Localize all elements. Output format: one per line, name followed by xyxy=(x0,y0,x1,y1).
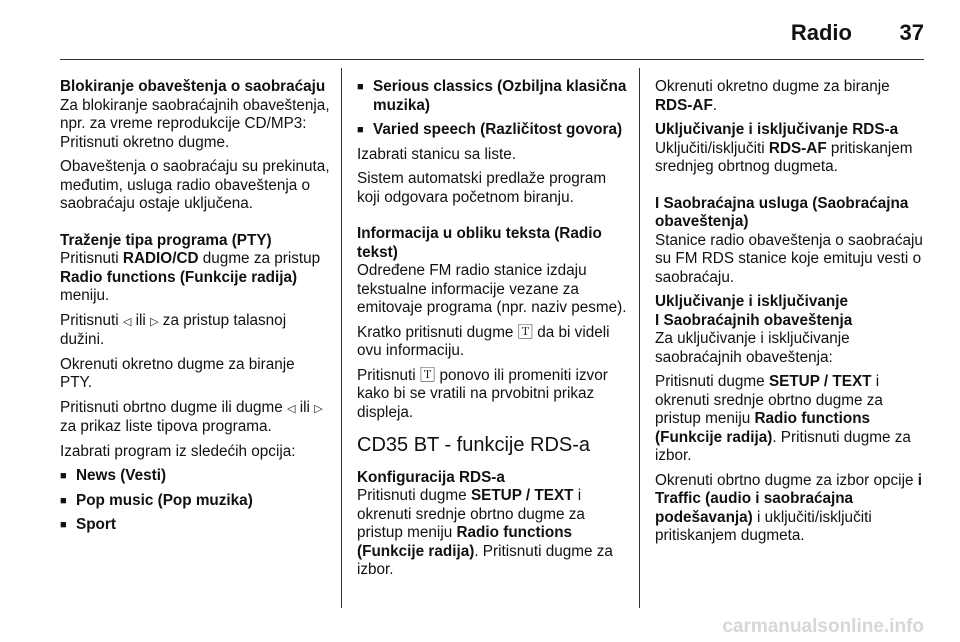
text-button-icon: 🅃 xyxy=(517,323,534,341)
column-divider xyxy=(639,68,640,608)
paragraph: Sistem automatski predlaže program koji odgovara početnom biranju. xyxy=(357,170,607,206)
paragraph: Izabrati stanicu sa liste. xyxy=(357,145,516,163)
subheading: Informacija u obliku teksta (Radio tekst) xyxy=(357,225,602,261)
option-list xyxy=(357,78,629,140)
header-rule xyxy=(60,59,924,60)
right-arrow-icon: ▷ xyxy=(150,315,159,328)
paragraph: Izabrati program iz sledećih opcija: xyxy=(60,442,296,460)
menu-name: Radio functions (Funkcije radija) xyxy=(655,410,871,446)
list-item: ■ Varied speech (Različitost govora) xyxy=(357,121,629,140)
subheading: Uključivanje i isključivanje RDS-a xyxy=(655,121,899,138)
paragraph: Uključiti/isključiti RDS-AF pritiskanjem srednjeg obrtnog dugmeta. xyxy=(655,139,913,175)
left-arrow-icon: ◁ xyxy=(122,315,132,328)
menu-name: Radio functions (Funkcije radija) xyxy=(60,268,298,286)
button-name: SETUP / TEXT xyxy=(470,487,574,504)
button-name: RADIO/CD xyxy=(122,250,199,267)
option-name: RDS-AF xyxy=(655,96,713,114)
text-button-icon: 🅃 xyxy=(419,366,436,384)
option-name: i Traffic (audio i saobraćajna podešavanja) xyxy=(655,471,922,526)
column-3 xyxy=(655,78,931,552)
column-1 xyxy=(60,78,330,541)
paragraph: Određene FM radio stanice izdaju tekstualne informacije vezane za emitovaje programa (npr. naziv pesme). xyxy=(357,262,627,316)
list-item: ■ Sport xyxy=(60,516,330,535)
subheading: Konfiguracija RDS-a xyxy=(357,468,505,486)
menu-name: Radio functions (Funkcije radija) xyxy=(357,524,573,560)
paragraph: Okrenuti okretno dugme za biranje PTY. xyxy=(60,355,295,391)
paragraph: Za uključivanje i isključivanje saobraćajnih obaveštenja: xyxy=(655,330,850,366)
paragraph: Okrenuti obrtno dugme za izbor opcije i Traffic (audio i saobraćajna podešavanja) i uključiti/isključiti pritiskanjem dugmeta. xyxy=(655,471,922,544)
paragraph: Pritisnuti RADIO/CD dugme za pristup Radio functions (Funkcije radija) meniju. xyxy=(60,250,321,304)
paragraph: Okrenuti okretno dugme za biranje RDS-AF. xyxy=(655,78,890,114)
paragraph: Kratko pritisnuti dugme 🅃 da bi videli ovu informaciju. xyxy=(357,323,610,359)
subheading: Blokiranje obaveštenja o saobraćaju xyxy=(60,78,326,95)
column-divider xyxy=(341,68,342,608)
button-name: SETUP / TEXT xyxy=(768,373,872,390)
subheading: Uključivanje i isključivanje I Saobraćajnih obaveštenja xyxy=(655,293,853,329)
paragraph: Pritisnuti dugme SETUP / TEXT i okrenuti srednje obrtno dugme za pristup meniju Radio functions (Funkcije radija). Pritisnuti dugme za izbor. xyxy=(655,373,911,464)
paragraph: Za blokiranje saobraćajnih obaveštenja, npr. za vreme reprodukcije CD/MP3: Pritisnuti okretno dugme. xyxy=(60,96,330,151)
right-arrow-icon: ▷ xyxy=(314,402,323,415)
paragraph: Obaveštenja o saobraćaju su prekinuta, međutim, usluga radio obaveštenja o saobraćaju ostaje uključena. xyxy=(60,158,330,212)
subheading: Traženje tipa programa (PTY) xyxy=(60,231,272,249)
paragraph: Pritisnuti dugme SETUP / TEXT i okrenuti srednje obrtno dugme za pristup meniju Radio functions (Funkcije radija). Pritisnuti dugme za izbor. xyxy=(357,487,613,578)
paragraph: Pritisnuti obrtno dugme ili dugme ◁ ili ▷ za prikaz liste tipova programa. xyxy=(60,398,323,435)
page-header xyxy=(0,0,960,60)
page-number: 37 xyxy=(899,20,924,45)
option-list xyxy=(60,467,330,535)
option-name: RDS-AF xyxy=(768,139,827,157)
list-item: ■ News (Vesti) xyxy=(60,467,330,486)
list-item: ■ Serious classics (Ozbiljna klasična muzika) xyxy=(357,78,629,115)
section-title: Radio xyxy=(790,20,852,45)
watermark: carmanualsonline.info xyxy=(722,616,924,637)
column-2 xyxy=(357,78,629,586)
paragraph: Pritisnuti 🅃 ponovo ili promeniti izvor kako bi se vratili na prvobitni prikaz displeja. xyxy=(357,366,608,421)
subheading: I Saobraćajna usluga (Saobraćajna obaveštenja) xyxy=(655,194,909,230)
paragraph: Stanice radio obaveštenja o saobraćaju su FM RDS stanice koje emituju vesti o saobraćaju. xyxy=(655,231,923,286)
section-heading: CD35 BT - funkcije RDS-a xyxy=(357,434,591,456)
left-arrow-icon: ◁ xyxy=(287,402,296,415)
paragraph: Pritisnuti ◁ ili ▷ za pristup talasnoj dužini. xyxy=(60,311,287,348)
list-item: ■ Pop music (Pop muzika) xyxy=(60,492,330,511)
